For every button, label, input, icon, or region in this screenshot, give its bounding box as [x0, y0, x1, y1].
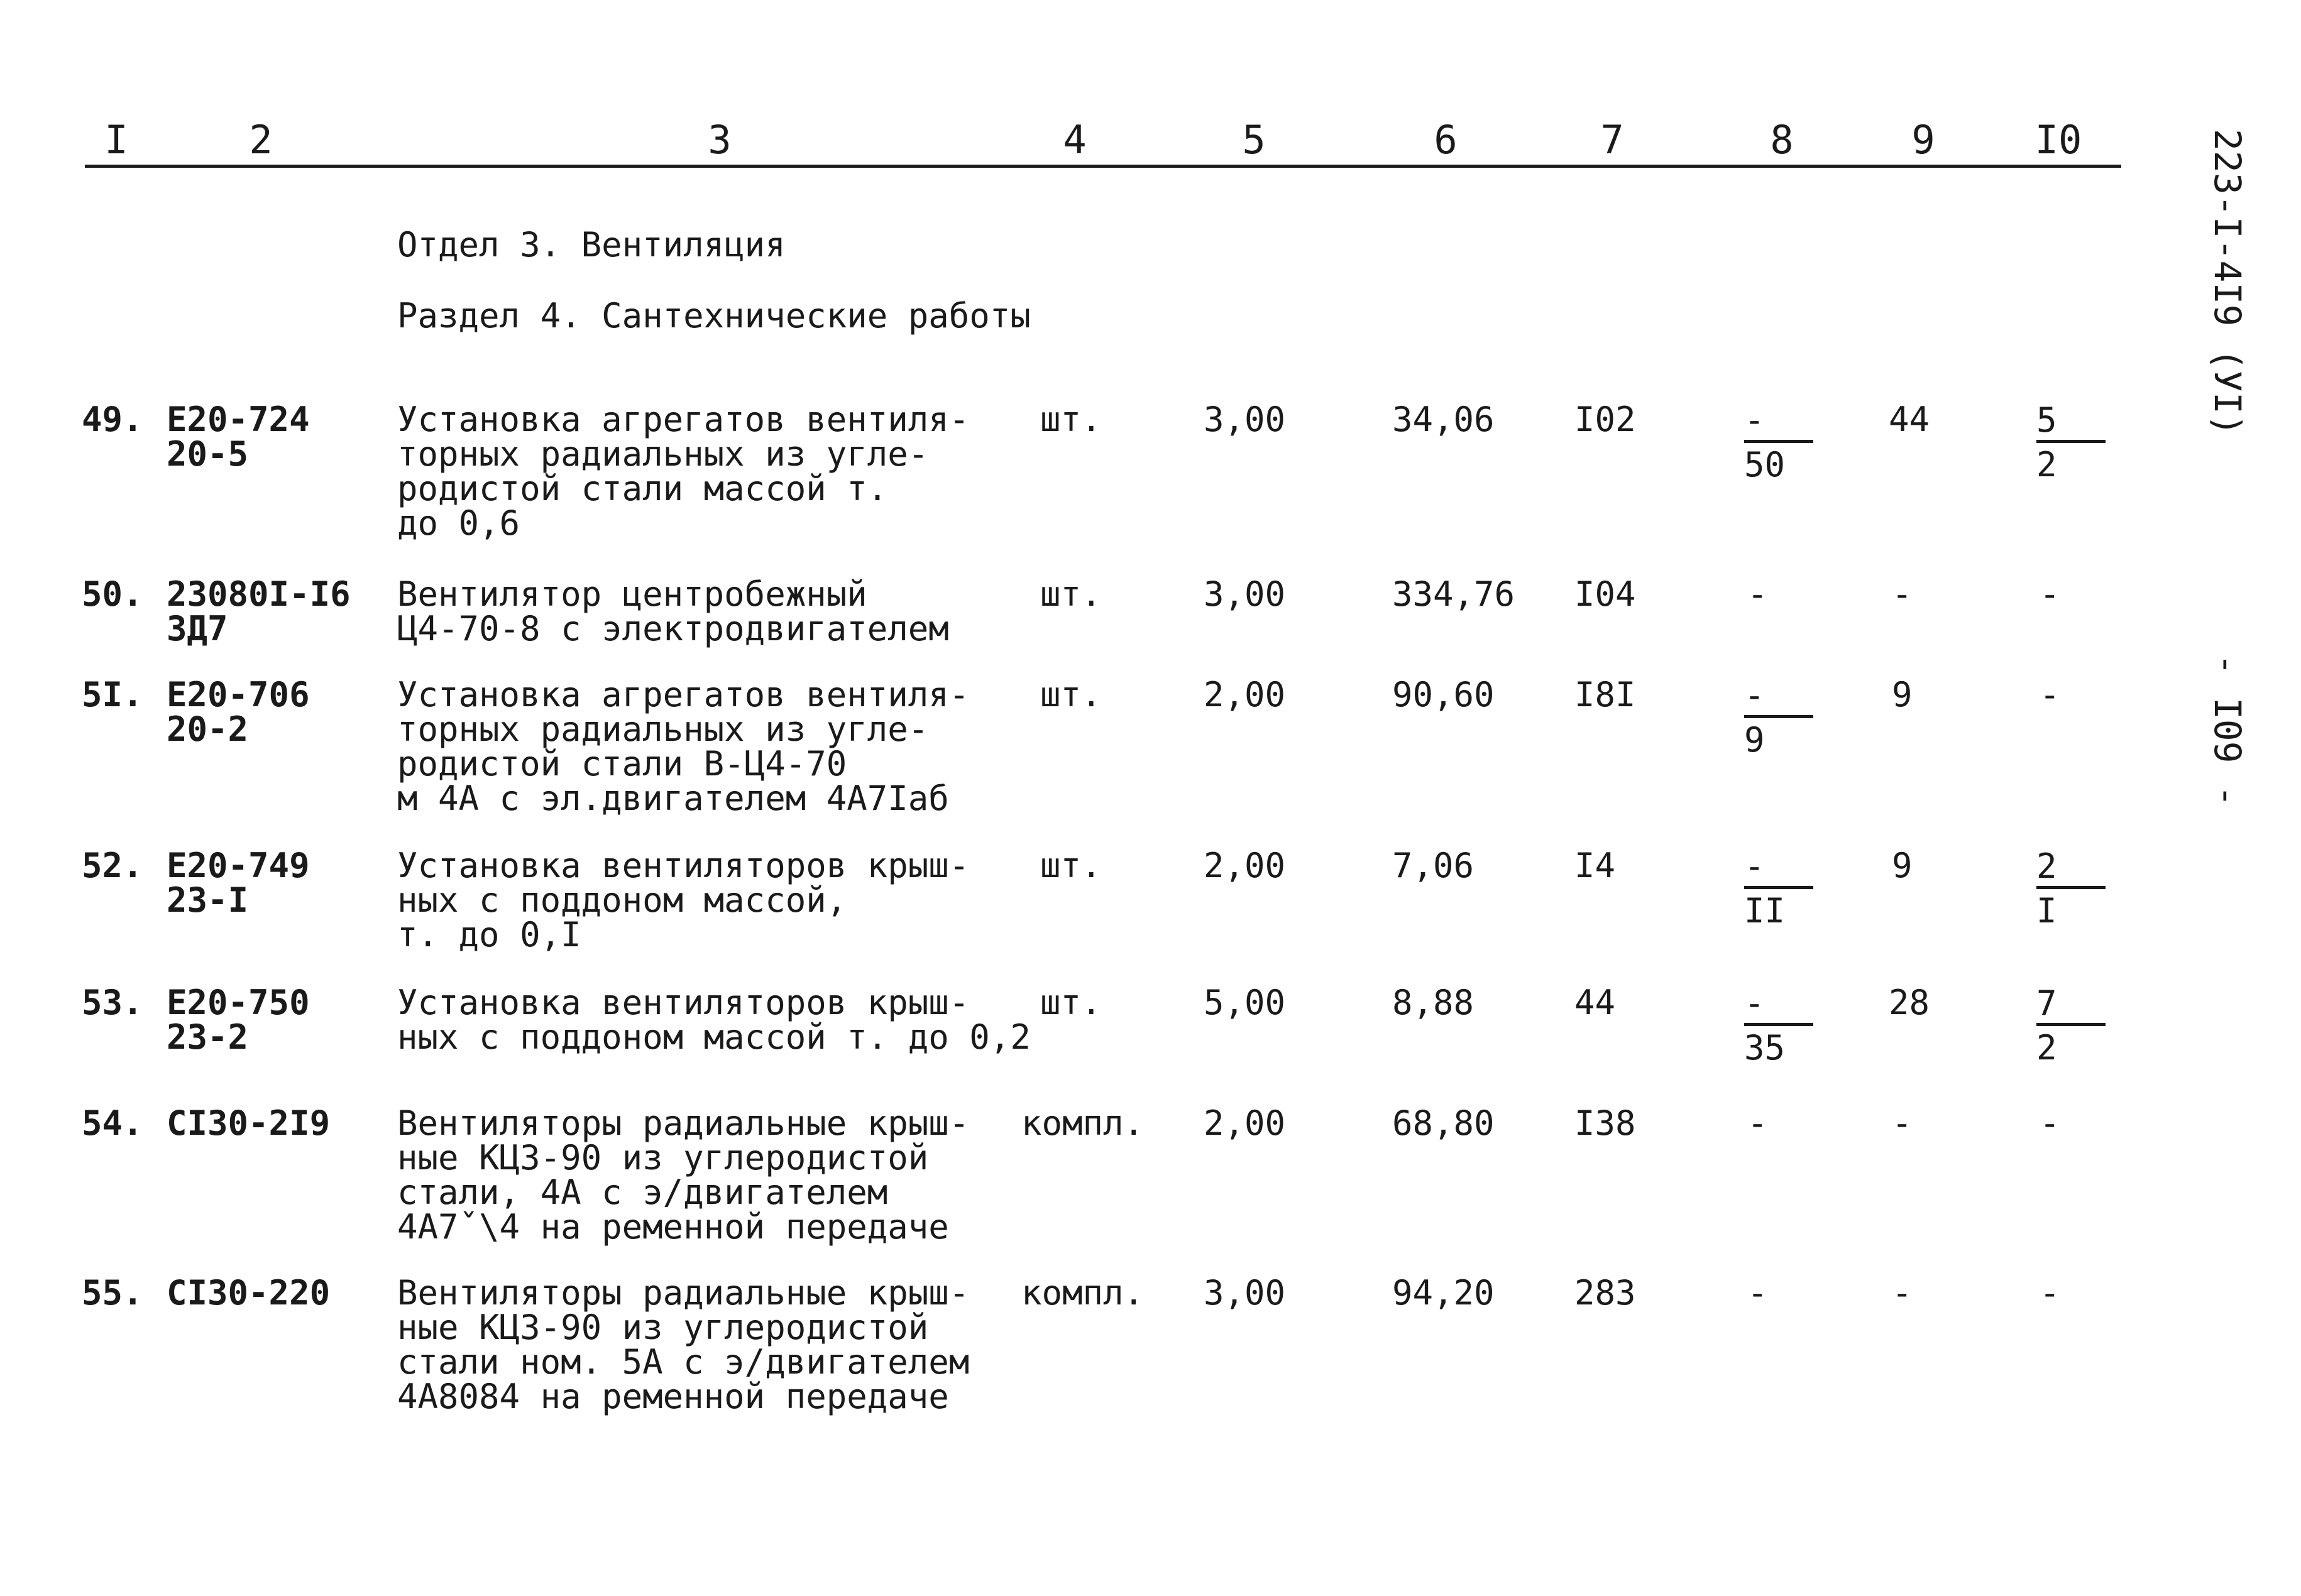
column-header-5: 5 — [1242, 117, 1266, 163]
row-number: 52. — [82, 846, 143, 885]
header-rule — [85, 165, 2121, 168]
row-col10: - — [2040, 675, 2060, 714]
fraction-bar — [2036, 440, 2106, 443]
row-desc-line: родистой стали массой т. — [397, 469, 888, 508]
row-desc-line: Установка агрегатов вентиля- — [397, 675, 970, 714]
row-qty: 3,00 — [1204, 1273, 1286, 1313]
row-desc-line: родистой стали В-Ц4-70 — [397, 744, 847, 784]
row-desc-line: стали, 4А с э/двигателем — [397, 1172, 888, 1212]
row-code-line: ЗД7 — [167, 609, 228, 648]
row-price: 334,76 — [1392, 574, 1515, 614]
fraction-numerator: 2 — [2036, 846, 2057, 886]
row-unit: шт. — [1040, 983, 1102, 1022]
row-col8: - — [1747, 1273, 1768, 1313]
fraction-denominator: I — [2036, 891, 2057, 931]
row-col10-fraction — [2036, 848, 2112, 929]
fraction-bar — [1744, 1023, 1813, 1026]
row-desc-line: 4А8084 на ременной передаче — [397, 1377, 949, 1416]
row-col8: - — [1747, 1103, 1768, 1143]
row-col10: - — [2040, 574, 2060, 614]
row-number: 55. — [82, 1273, 143, 1313]
row-col10: - — [2040, 1273, 2060, 1313]
row-qty: 3,00 — [1204, 574, 1286, 614]
column-header-9: 9 — [1911, 117, 1935, 163]
row-desc-line: Вентиляторы радиальные крыш- — [397, 1273, 970, 1313]
row-unit: шт. — [1040, 400, 1102, 439]
fraction-denominator: 35 — [1744, 1028, 1786, 1068]
page-number: - I09 - — [2206, 653, 2249, 807]
row-number: 5I. — [82, 675, 143, 714]
row-total: I02 — [1574, 400, 1636, 439]
fraction-numerator: - — [1744, 983, 1765, 1023]
fraction-denominator: 2 — [2036, 1028, 2057, 1068]
fraction-numerator: - — [1744, 400, 1765, 440]
fraction-numerator: 7 — [2036, 983, 2057, 1023]
fraction-bar — [2036, 886, 2106, 889]
row-desc-line: Установка вентиляторов крыш- — [397, 846, 970, 885]
fraction-bar — [1744, 440, 1813, 443]
row-code-line: 23-2 — [167, 1017, 249, 1057]
row-col10-fraction — [2036, 402, 2112, 483]
row-col8-fraction — [1744, 677, 1820, 758]
row-total: I4 — [1574, 846, 1616, 885]
row-code-line: 20-5 — [167, 434, 249, 474]
section-title: Отдел 3. Вентиляция — [397, 225, 786, 265]
row-desc-line: торных радиальных из угле- — [397, 709, 929, 749]
subsection-title: Раздел 4. Сантехнические работы — [397, 296, 1031, 336]
document-code: 223-I-4I9 (УI) — [2206, 129, 2249, 436]
column-header-2: 2 — [249, 117, 273, 163]
row-code-line: 20-2 — [167, 709, 249, 749]
row-total: I8I — [1574, 675, 1636, 714]
row-desc-line: ных с поддоном массой, — [397, 880, 847, 920]
column-header-6: 6 — [1434, 117, 1458, 163]
row-number: 49. — [82, 400, 143, 439]
row-desc-line: Вентиляторы радиальные крыш- — [397, 1103, 970, 1143]
row-code-line: CI30-220 — [167, 1273, 331, 1313]
fraction-bar — [1744, 886, 1813, 889]
row-unit: шт. — [1040, 675, 1102, 714]
row-desc-line: Установка вентиляторов крыш- — [397, 983, 970, 1022]
row-col9: - — [1892, 1103, 1913, 1143]
row-code-line: CI30-2I9 — [167, 1103, 331, 1143]
row-price: 8,88 — [1392, 983, 1475, 1022]
row-price: 90,60 — [1392, 675, 1495, 714]
column-header-8: 8 — [1770, 117, 1794, 163]
row-price: 94,20 — [1392, 1273, 1495, 1313]
fraction-numerator: 5 — [2036, 400, 2057, 440]
row-code-line: E20-724 — [167, 400, 310, 439]
row-total: I38 — [1574, 1103, 1636, 1143]
fraction-denominator: 50 — [1744, 445, 1786, 484]
row-desc-line: Вентилятор центробежный — [397, 574, 867, 614]
fraction-numerator: - — [1744, 846, 1765, 886]
row-price: 34,06 — [1392, 400, 1495, 439]
row-col8-fraction — [1744, 848, 1820, 929]
row-qty: 2,00 — [1204, 1103, 1286, 1143]
row-desc-line: ных с поддоном массой т. до 0,2 — [397, 1017, 1031, 1057]
row-desc-line: т. до 0,I — [397, 915, 581, 954]
row-col8-fraction — [1744, 402, 1820, 483]
column-header-7: 7 — [1600, 117, 1624, 163]
row-desc-line: м 4А с эл.двигателем 4А7Iаб — [397, 779, 949, 818]
row-total: 283 — [1574, 1273, 1636, 1313]
row-code-line: 23080I-I6 — [167, 574, 351, 614]
row-code-line: E20-750 — [167, 983, 310, 1022]
fraction-numerator: - — [1744, 675, 1765, 715]
fraction-denominator: 2 — [2036, 445, 2057, 484]
column-header-3: 3 — [708, 117, 732, 163]
row-qty: 2,00 — [1204, 846, 1286, 885]
fraction-denominator: II — [1744, 891, 1786, 931]
row-total: 44 — [1574, 983, 1616, 1022]
row-unit: компл. — [1021, 1273, 1145, 1313]
row-number: 50. — [82, 574, 143, 614]
row-desc-line: Установка агрегатов вентиля- — [397, 400, 970, 439]
row-desc-line: до 0,6 — [397, 503, 520, 543]
row-price: 68,80 — [1392, 1103, 1495, 1143]
row-qty: 2,00 — [1204, 675, 1286, 714]
row-col9: 9 — [1892, 846, 1913, 885]
row-col9: 28 — [1889, 983, 1930, 1022]
fraction-bar — [2036, 1023, 2106, 1026]
row-col8: - — [1747, 574, 1768, 614]
row-number: 54. — [82, 1103, 143, 1143]
fraction-bar — [1744, 715, 1813, 718]
column-header-10: I0 — [2035, 117, 2082, 163]
row-desc-line: стали ном. 5А с э/двигателем — [397, 1342, 970, 1382]
row-qty: 5,00 — [1204, 983, 1286, 1022]
row-col9: - — [1892, 574, 1913, 614]
row-unit: шт. — [1040, 846, 1102, 885]
row-desc-line: ные КЦ3-90 из углеродистой — [397, 1138, 929, 1178]
row-desc-line: 4А7ˇ\4 на ременной передаче — [397, 1207, 949, 1247]
row-col9: 9 — [1892, 675, 1913, 714]
row-col10-fraction — [2036, 985, 2112, 1066]
row-col9: - — [1892, 1273, 1913, 1313]
row-code-line: 23-I — [167, 880, 249, 920]
row-col9: 44 — [1889, 400, 1930, 439]
row-unit: компл. — [1021, 1103, 1145, 1143]
row-code-line: E20-749 — [167, 846, 310, 885]
fraction-denominator: 9 — [1744, 720, 1765, 760]
row-code-line: E20-706 — [167, 675, 310, 714]
row-desc-line: ные КЦ3-90 из углеродистой — [397, 1308, 929, 1347]
row-number: 53. — [82, 983, 143, 1022]
row-col8-fraction — [1744, 985, 1820, 1066]
row-unit: шт. — [1040, 574, 1102, 614]
row-qty: 3,00 — [1204, 400, 1286, 439]
row-desc-line: Ц4-70-8 с электродвигателем — [397, 609, 949, 648]
row-total: I04 — [1574, 574, 1636, 614]
row-price: 7,06 — [1392, 846, 1475, 885]
row-col10: - — [2040, 1103, 2060, 1143]
column-header-1: I — [104, 117, 128, 163]
row-desc-line: торных радиальных из угле- — [397, 434, 929, 474]
column-header-4: 4 — [1063, 117, 1087, 163]
